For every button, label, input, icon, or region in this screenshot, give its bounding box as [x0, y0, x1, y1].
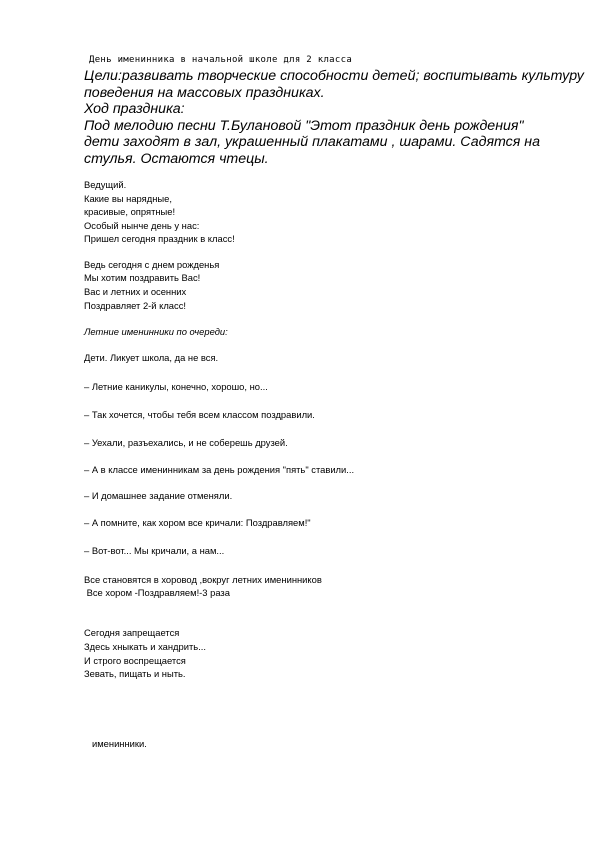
verse-line: Ведь сегодня с днем рожденья	[84, 259, 220, 270]
intro-line: Ход праздника:	[84, 101, 185, 118]
circle-line: Все хором -Поздравляем!-3 раза	[84, 587, 230, 598]
dialogue-line: – А в классе именинникам за день рождения "пять" ставили...	[84, 464, 355, 475]
leader-line: Ведущий.	[84, 179, 127, 190]
dialogue-line: – А помните, как хором все кричали: Поздравляем!"	[84, 517, 311, 528]
dialogue-line: Дети. Ликует школа, да не вся.	[84, 352, 219, 363]
intro-line: Цели:развивать творческие способности детей; воспитывать культуру	[84, 68, 584, 84]
dialogue-line: – Вот-вот... Мы кричали, а нам...	[84, 545, 225, 556]
intro-block	[84, 68, 584, 168]
leader-line: красивые, опрятные!	[84, 206, 176, 217]
leader-line: Пришел сегодня праздник в класс!	[84, 233, 235, 244]
dialogue-line: – Уехали, разъехались, и не соберешь друзей.	[84, 437, 288, 448]
verse-line: Здесь хныкать и хандрить...	[84, 641, 206, 652]
verse-line: Сегодня запрещается	[84, 627, 180, 638]
verse-line: Зевать, пищать и ныть.	[84, 668, 186, 679]
verse-line: Поздравляет 2-й класс!	[84, 300, 186, 311]
summer-label: Летние именинники по очереди:	[84, 326, 228, 337]
intro-line: поведения на массовых праздниках.	[84, 84, 325, 101]
leader-line: Какие вы нарядные,	[84, 193, 172, 204]
verse-line: И строго воспрещается	[84, 655, 186, 666]
dialogue-line: – Так хочется, чтобы тебя всем классом поздравили.	[84, 409, 315, 420]
document-title: День именинника в начальной школе для 2 класса	[89, 55, 353, 65]
dialogue-line: – И домашнее задание отменяли.	[84, 490, 233, 501]
footer-line: именинники.	[92, 738, 147, 749]
leader-line: Особый нынче день у нас:	[84, 220, 200, 231]
intro-line: стулья. Остаются чтецы.	[84, 150, 269, 167]
dialogue-line: – Летние каникулы, конечно, хорошо, но...	[84, 381, 268, 392]
verse-line: Вас и летних и осенних	[84, 286, 187, 297]
intro-line: Под мелодию песни Т.Булановой "Этот праздник день рождения"	[84, 117, 524, 134]
circle-line: Все становятся в хоровод ,вокруг летних именинников	[84, 574, 322, 585]
verse-line: Мы хотим поздравить Вас!	[84, 272, 201, 283]
intro-line: дети заходят в зал, украшенный плакатами , шарами. Садятся на	[84, 134, 540, 151]
